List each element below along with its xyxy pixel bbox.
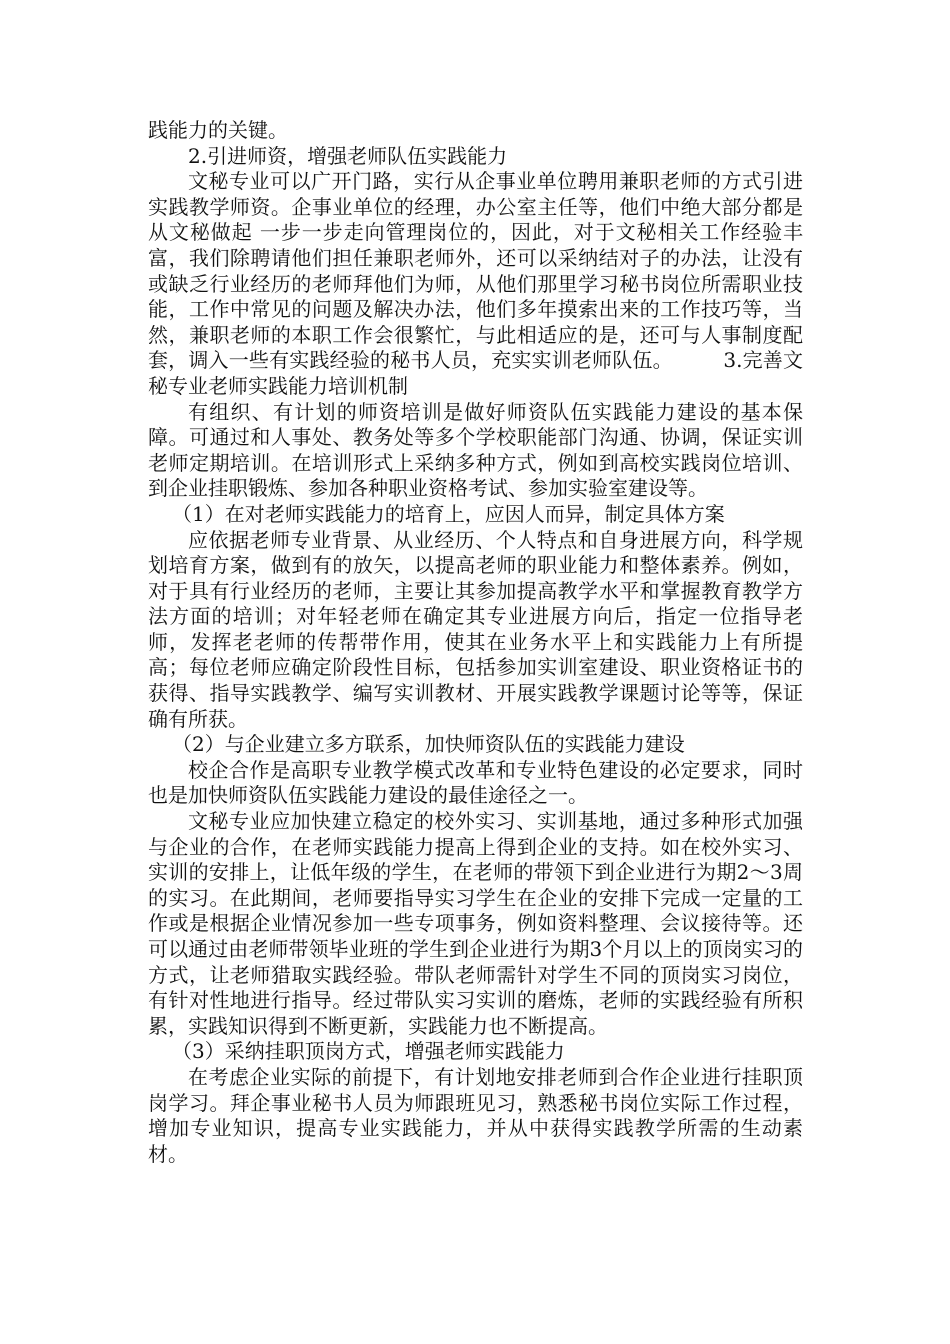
subheading-3: （3）采纳挂职顶岗方式，增强老师实践能力: [172, 1039, 565, 1064]
paragraph-individual-plans: 应依据老师专业背景、从业经历、个人特点和自身进展方向，科学规划培育方案，做到有的放矢，以提高老师的职业能力和整体素养。例如，对于具有行业经历的老师，主要让其参加提高教学水平和掌握教育教学方法方面的培训；对年轻老师在确定其专业进展方向后，指定一位指导老师，发挥老老师的传帮带作用，使其在业务水平上和实践能力上有所提高；每位老师应确定阶段性目标，包括参加实训室建设、职业资格证书的获得、指导实践教学、编写实训教材、开展实践教学课题讨论等等，保证确有所获。: [148, 527, 803, 731]
subheading-2: （2）与企业建立多方联系，加快师资队伍的实践能力建设: [172, 732, 685, 757]
section-heading-2: 2.引进师资，增强老师队伍实践能力: [188, 143, 508, 168]
paragraph-secondment: 在考虑企业实际的前提下，有计划地安排老师到合作企业进行挂职顶岗学习。拜企事业秘书人员为师跟班见习，熟悉秘书岗位实际工作过程，增加专业知识，提高专业实践能力，并从中获得实践教学所需的生动素材。: [148, 1064, 803, 1166]
paragraph-continuation: 践能力的关键。: [148, 118, 288, 142]
subheading-1: （1）在对老师实践能力的培育上，应因人而异，制定具体方案: [172, 501, 725, 526]
paragraph-part-time-teachers: 文秘专业可以广开门路，实行从企事业单位聘用兼职老师的方式引进实践教学师资。企事业单位的经理，办公室主任等，他们中绝大部分都是从文秘做起 一步一步走向管理岗位的，因此，对于文秘相关工作经验丰富，我们除聘请他们担任兼职老师外，还可以采纳结对子的办法，让没有或缺乏行业经历的老师拜他们为师，从他们那里学习秘书岗位所需职业技能，工作中常见的问题及解决办法，他们多年摸索出来的工作技巧等，当然，兼职老师的本职工作会很繁忙，与此相适应的是，还可与人事制度配套，调入一些有实践经验的秘书人员，充实实训老师队伍。 3.完善文秘专业老师实践能力培训机制: [148, 169, 803, 398]
paragraph-internship-bases: 文秘专业应加快建立稳定的校外实习、实训基地，通过多种形式加强与企业的合作，在老师实践能力提高上得到企业的支持。如在校外实习、实训的安排上，让低年级的学生，在老师的带领下到企业进行为期2～3周的实习。在此期间，老师要指导实习学生在企业的安排下完成一定量的工作或是根据企业情况参加一些专项事务，例如资料整理、会议接待等。还可以通过由老师带领毕业班的学生到企业进行为期3个月以上的顶岗实习的方式，让老师猎取实践经验。带队老师需针对学生不同的顶岗实习岗位，有针对性地进行指导。经过带队实习实训的磨炼，老师的实践经验有所积累，实践知识得到不断更新，实践能力也不断提高。: [148, 809, 803, 1038]
paragraph-training-guarantee: 有组织、有计划的师资培训是做好师资队伍实践能力建设的基本保障。可通过和人事处、教务处等多个学校职能部门沟通、协调，保证实训老师定期培训。在培训形式上采纳多种方式，例如到高校实践岗位培训、到企业挂职锻炼、参加各种职业资格考试、参加实验室建设等。: [148, 399, 803, 501]
paragraph-school-enterprise: 校企合作是高职专业教学模式改革和专业特色建设的必定要求，同时也是加快师资队伍实践能力建设的最佳途径之一。: [148, 757, 803, 808]
document-page: [148, 118, 803, 1167]
